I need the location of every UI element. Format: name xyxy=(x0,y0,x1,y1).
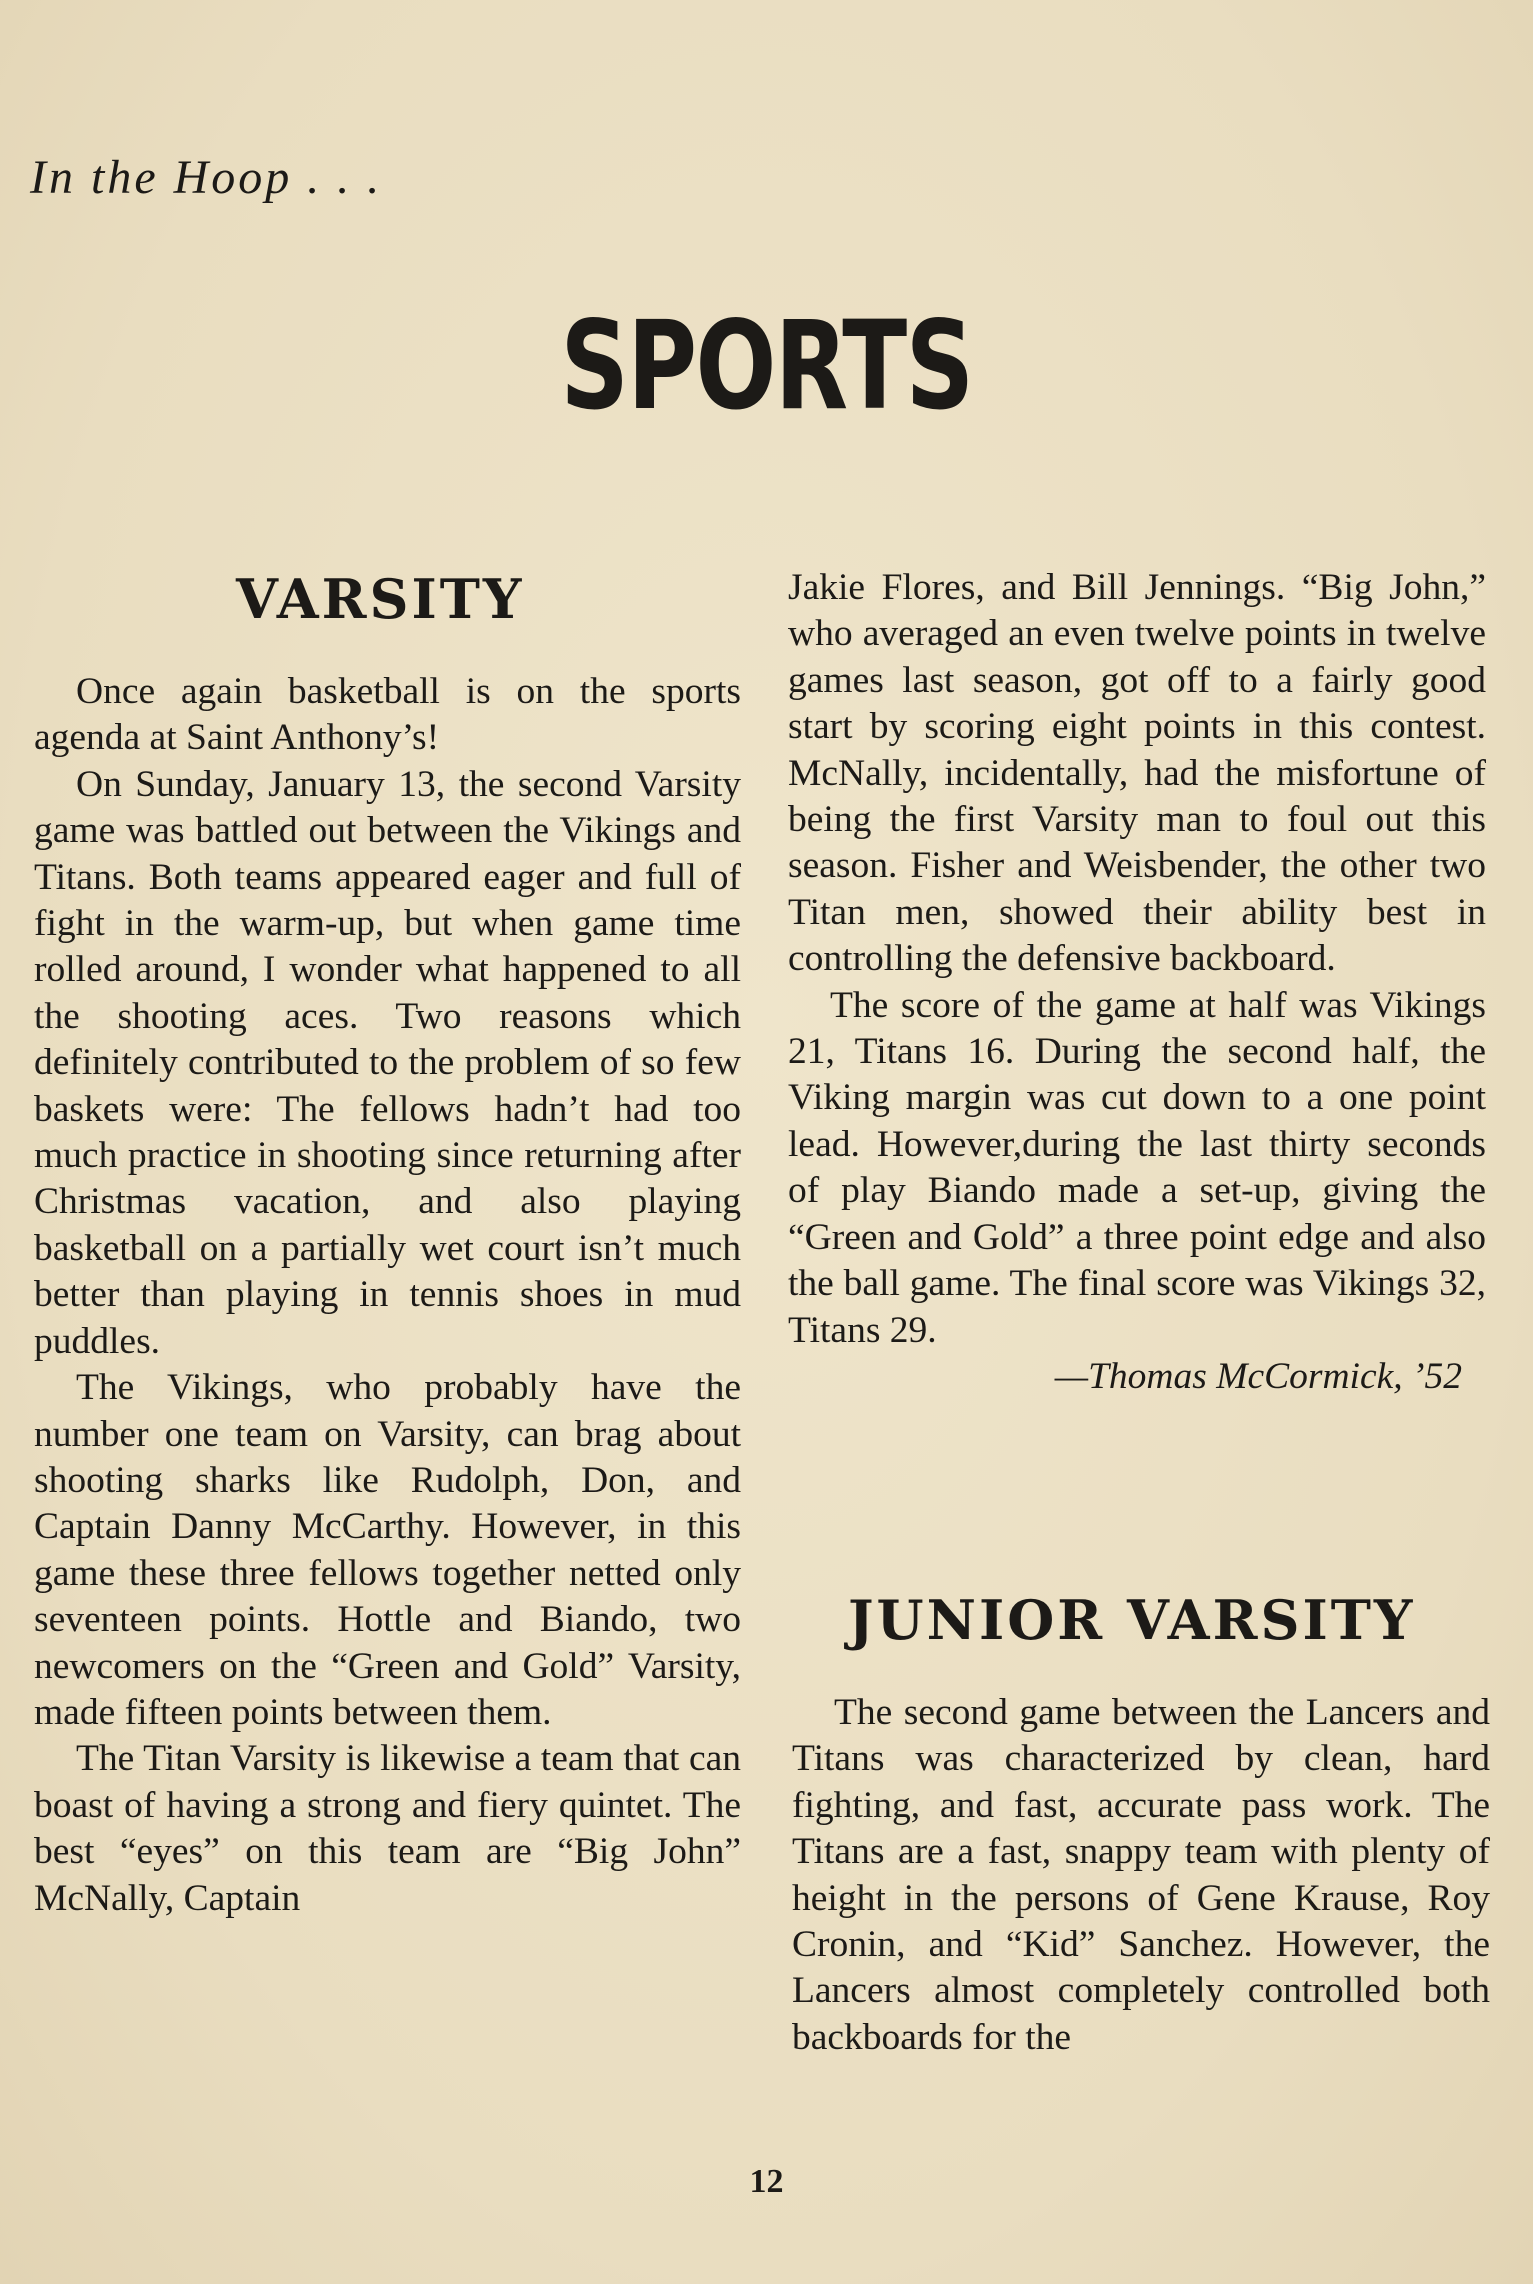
page-number: 12 xyxy=(749,2163,784,2200)
junior-varsity-column xyxy=(792,1690,1490,2061)
varsity-paragraph-2: On Sunday, January 13, the second Varsity game was battled out between the Vikings and Titans. Both teams appeared eager and full of fight in the warm-up, but when game time rolled around, I wonder what happened to all the shooting aces. Two reasons which definitely contributed to the problem of so few baskets were: The fellows hadn’t had too much practice in shooting since returning after Christmas vacation, and also playing basketball on a partially wet court isn’t much better than playing in tennis shoes in mud puddles. xyxy=(34,763,741,1362)
byline: —Thomas McCormick, ’52 xyxy=(1054,1355,1462,1397)
varsity-paragraph-3: The Vikings, who probably have the number one team on Varsity, can brag about shooting sharks like Rudolph, Don, and Captain Danny McCarthy. However, in this game these three fellows together netted only seventeen points. Hottle and Biando, two newcomers on the “Green and Gold” Varsity, made fifteen points between them. xyxy=(34,1367,741,1733)
right-column xyxy=(788,565,1486,1400)
junior-varsity-paragraph-1: The second game between the Lancers and Titans was characterized by clean, hard fighting, and fast, accurate pass work. The Titans are a fast, snappy team with plenty of height in the persons of Gene Krause, Roy Cronin, and “Kid” Sanchez. However, the Lancers almost completely controlled both backboards for the xyxy=(792,1692,1490,2058)
varsity-continued-paragraph-2: The score of the game at half was Vikings 21, Titans 16. During the second half, the Viking margin was cut down to a one point lead. However,during the last thirty seconds of play Biando made a set-up, giving the “Green and Gold” a three point edge and also the ball game. The final score was Vikings 32, Titans 29. xyxy=(788,984,1486,1351)
section-title: SPORTS xyxy=(560,295,973,437)
varsity-heading: VARSITY xyxy=(236,567,525,631)
column-kicker: In the Hoop . . . xyxy=(30,151,383,204)
junior-varsity-heading: JUNIOR VARSITY xyxy=(848,1588,1416,1652)
varsity-paragraph-1: Once again basketball is on the sports agenda at Saint Anthony’s! xyxy=(34,671,741,759)
left-column xyxy=(34,669,741,1922)
varsity-continued-paragraph-1: Jakie Flores, and Bill Jennings. “Big John,” who averaged an even twelve points in twelve games last season, got off to a fairly good start by scoring eight points in this contest. McNally, incidentally, had the misfortune of being the first Varsity man to foul out this season. Fisher and Weisbender, the other two Titan men, showed their ability best in controlling the defensive backboard. xyxy=(788,567,1486,980)
varsity-paragraph-4: The Titan Varsity is likewise a team that can boast of having a strong and fiery quintet. The best “eyes” on this team are “Big John” McNally, Captain xyxy=(34,1738,741,1919)
